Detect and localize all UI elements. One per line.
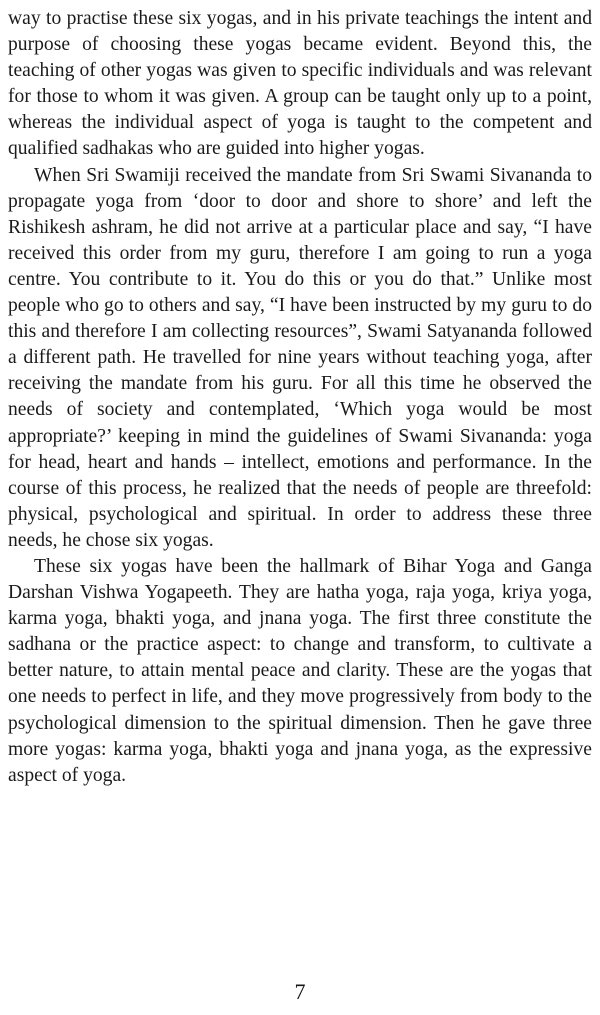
page-number: 7	[294, 979, 306, 1004]
paragraph-3: These six yogas have been the hallmark of Bihar Yoga and Ganga Darshan Vishwa Yogapeeth. They are hatha yoga, raja yoga, kriya yoga, karma yoga, bhakti yoga, and jnana yoga. The first three constitute the sadhana or the practice aspect: to change and transform, to cultivate a better nature, to attain mental peace and clarity. These are the yogas that one needs to perfect in life, and they move progressively from body to the psychological dimension to the spiritual dimension. Then he gave three more yogas: karma yoga, bhakti yoga and jnana yoga, as the expressive aspect of yoga.	[8, 555, 592, 786]
paragraph-2: When Sri Swamiji received the mandate from Sri Swami Sivananda to propagate yoga from ‘door to door and shore to shore’ and left the Rishikesh ashram, he did not arrive at a particular place and say, “I have received this order from my guru, therefore I am going to run a yoga centre. You contribute to it. You do this or you do that.” Unlike most people who go to others and say, “I have been instructed by my guru to do this and therefore I am collecting resources”, Swami Satyananda followed a different path. He travelled for nine years without teaching yoga, after receiving the mandate from his guru. For all this time he observed the needs of society and contemplated, ‘Which yoga would be most appropriate?’ keeping in mind the guidelines of Swami Sivananda: yoga for head, heart and hands – intellect, emotions and performance. In the course of this process, he realized that the needs of people are threefold: physical, psychological and spiritual. In order to address these three needs, he chose six yogas.	[8, 164, 592, 551]
page-body	[8, 6, 592, 789]
paragraph-1: way to practise these six yogas, and in his private teachings the intent and purpose of choosing these yogas became evident. Beyond this, the teaching of other yogas was given to specific individuals and was relevant for those to whom it was given. A group can be taught only up to a point, whereas the individual aspect of yoga is taught to the competent and qualified sadhakas who are guided into higher yogas.	[8, 8, 592, 160]
